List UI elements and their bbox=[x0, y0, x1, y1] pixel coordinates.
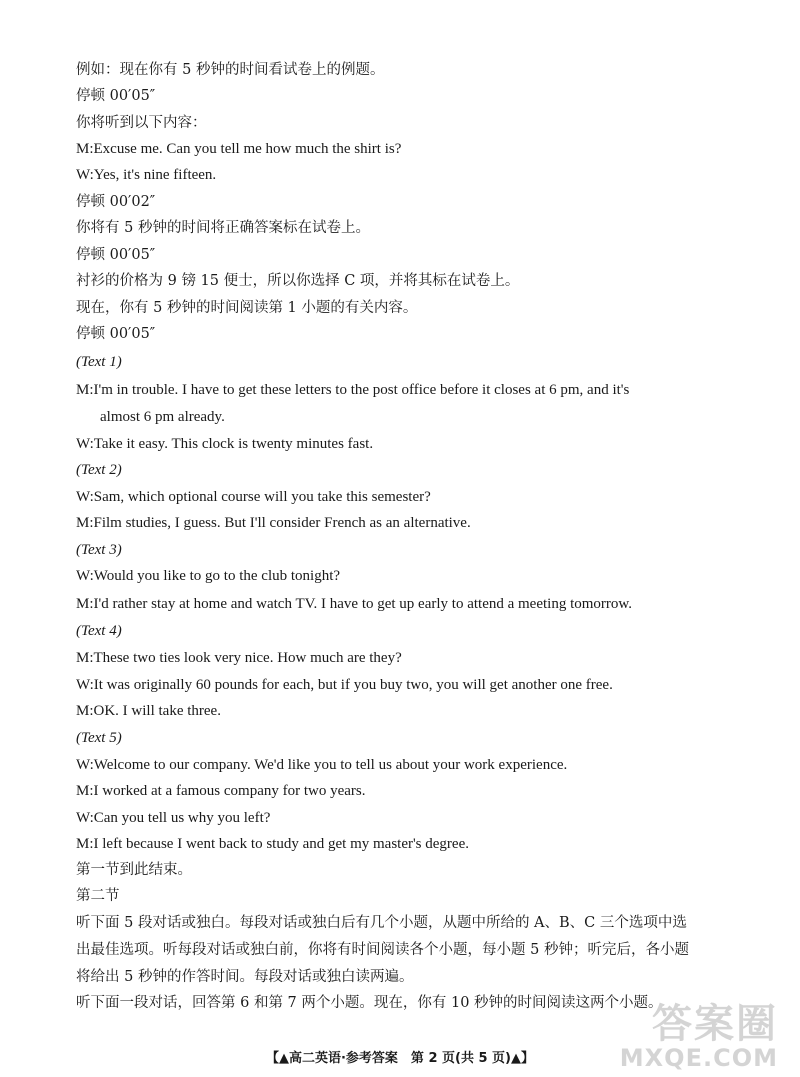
text-line: W:Take it easy. This clock is twenty minutes fast. bbox=[76, 436, 374, 452]
text-line: 你将听到以下内容： bbox=[76, 115, 207, 131]
page-footer: 【▲高二英语·参考答案 第 2 页(共 5 页)▲】 bbox=[265, 1051, 534, 1066]
text-line: 衬衫的价格为 9 镑 15 便士，所以你选择 C 项，并将其标在试卷上。 bbox=[76, 273, 520, 289]
text-line: W:Would you like to go to the club tonight? bbox=[76, 568, 341, 584]
text-line: W:Yes, it's nine fifteen. bbox=[76, 167, 217, 183]
section-label: (Text 4) bbox=[76, 623, 122, 639]
watermark-url: MXQE.COM bbox=[619, 1044, 778, 1072]
section-label: (Text 1) bbox=[76, 354, 122, 370]
text-line: 停顿 00′02″ bbox=[76, 194, 156, 210]
text-line: 停顿 00′05″ bbox=[76, 88, 156, 104]
text-line: 例如：现在你有 5 秒钟的时间看试卷上的例题。 bbox=[76, 62, 385, 78]
section-label: (Text 3) bbox=[76, 542, 122, 558]
text-line: 听下面 5 段对话或独白。每段对话或独白后有几个小题，从题中所给的 A、B、C 三个选项中选 bbox=[76, 915, 687, 931]
watermark-logo bbox=[619, 1001, 778, 1072]
text-line: M:Excuse me. Can you tell me how much the shirt is? bbox=[76, 141, 402, 157]
text-line: M:I'm in trouble. I have to get these letters to the post office before it closes at 6 pm, and it's bbox=[76, 382, 630, 398]
text-line: W:Can you tell us why you left? bbox=[76, 810, 271, 826]
text-line: 听下面一段对话，回答第 6 和第 7 两个小题。现在，你有 10 秒钟的时间阅读这两个小题。 bbox=[76, 995, 663, 1011]
text-line: 将给出 5 秒钟的作答时间。每段对话或独白读两遍。 bbox=[76, 969, 414, 985]
text-line: M:I'd rather stay at home and watch TV. I have to get up early to attend a meeting tomorrow. bbox=[76, 596, 633, 612]
text-line: 现在，你有 5 秒钟的时间阅读第 1 小题的有关内容。 bbox=[76, 300, 418, 316]
section-heading: 第二节 bbox=[76, 888, 120, 904]
text-line: 第一节到此结束。 bbox=[76, 862, 192, 878]
text-line: 出最佳选项。听每段对话或独白前，你将有时间阅读各个小题，每小题 5 秒钟；听完后，各小题 bbox=[76, 942, 689, 958]
text-line: M:I worked at a famous company for two years. bbox=[76, 783, 366, 799]
text-line: W:It was originally 60 pounds for each, but if you buy two, you will get another one free. bbox=[76, 677, 613, 693]
text-line: 停顿 00′05″ bbox=[76, 247, 156, 263]
text-line: M:These two ties look very nice. How much are they? bbox=[76, 650, 402, 666]
text-line: 你将有 5 秒钟的时间将正确答案标在试卷上。 bbox=[76, 220, 370, 236]
text-line: 停顿 00′05″ bbox=[76, 326, 156, 342]
text-line: W:Sam, which optional course will you take this semester? bbox=[76, 489, 431, 505]
text-line: M:I left because I went back to study and get my master's degree. bbox=[76, 836, 469, 852]
text-line: almost 6 pm already. bbox=[100, 409, 225, 425]
section-label: (Text 2) bbox=[76, 462, 122, 478]
text-line: M:OK. I will take three. bbox=[76, 703, 221, 719]
text-line: M:Film studies, I guess. But I'll consider French as an alternative. bbox=[76, 515, 471, 531]
text-line: W:Welcome to our company. We'd like you to tell us about your work experience. bbox=[76, 757, 568, 773]
watermark-text: 答案圈 bbox=[652, 1001, 778, 1047]
section-label: (Text 5) bbox=[76, 730, 122, 746]
